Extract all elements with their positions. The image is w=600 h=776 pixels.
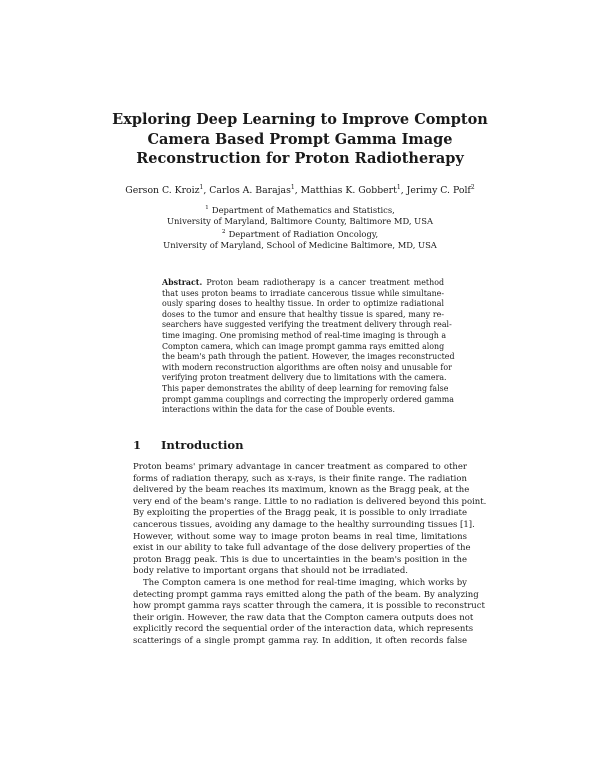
affiliation-line <box>90 227 510 240</box>
body-text-line: However, without some way to image proton beams in real time, limitations <box>133 531 467 542</box>
affiliation-mark: 1 <box>199 184 204 191</box>
author-list: Gerson C. Kroiz$^1$, Carlos A. Barajas$^1$, Matthias K. Gobbert$^1$, Jerimy C. Polf$^2$ <box>125 184 475 197</box>
title-line: Camera Based Prompt Gamma Image <box>147 130 453 148</box>
paper-title <box>110 110 490 169</box>
affiliation-mark: 1 <box>205 205 209 211</box>
abstract-line: Compton camera, which can image prompt gamma rays emitted along <box>162 341 445 351</box>
affiliation-mark: 1 <box>290 184 295 191</box>
body-text-line: very end of the beam's range. Little to no radiation is delivered beyond this point. <box>133 496 487 507</box>
author-name: Gerson C. Kroiz <box>125 185 200 197</box>
affiliation-line <box>90 203 510 216</box>
abstract-line: searchers have suggested verifying the treatment delivery through real- <box>162 320 452 330</box>
affiliation-mark: 2 <box>221 229 226 236</box>
author-name: Carlos A. Barajas <box>209 185 291 197</box>
affiliation-mark: 1 <box>396 184 401 191</box>
body-text-line: how prompt gamma rays scatter through the camera, it is possible to reconstruct <box>133 601 485 612</box>
section-heading-introduction <box>133 438 244 452</box>
abstract-label: Abstract. <box>162 278 203 287</box>
abstract-line <box>162 278 444 289</box>
affiliation-text: University of Maryland, Baltimore County, Baltimore MD, USA <box>166 216 434 226</box>
body-text-line: By exploiting the properties of the Bragg peak, it is possible to only irradiate <box>133 508 467 519</box>
body-text-line: cancerous tissues, avoiding any damage to the healthy surrounding tissues [1]. <box>133 519 475 530</box>
introduction-body <box>133 462 487 648</box>
body-text-line: exist in our ability to take full advantage of the dose delivery properties of the <box>133 543 471 554</box>
affiliation-text: Department of Mathematics and Statistics, <box>211 204 395 215</box>
body-text-line: scatterings of a single prompt gamma ray. In addition, it often records false <box>133 635 467 646</box>
abstract-line: verifying proton treatment delivery due to limitations with the camera. <box>162 373 447 383</box>
abstract-line: prompt gamma couplings and correcting the improperly ordered gamma <box>162 394 454 404</box>
body-text-line: forms of radiation therapy, such as x-rays, is their finite range. The radiation <box>133 473 467 484</box>
abstract-line: doses to the tumor and ensure that healthy tissue is spared, many re- <box>162 309 444 319</box>
body-text-line: their origin. However, the raw data that the Compton camera outputs does not <box>133 612 474 623</box>
abstract-line: that uses proton beams to irradiate cancerous tissue while simultane- <box>162 288 444 298</box>
body-text-line: explicitly record the sequential order of the interaction data, which represents <box>133 624 474 635</box>
abstract-line: ously sparing doses to healthy tissue. In order to optimize radiational <box>162 299 444 309</box>
abstract <box>162 278 455 416</box>
affiliation-line <box>90 240 510 251</box>
body-text-line: body relative to important organs that should not be irradiated. <box>133 566 408 577</box>
affiliation-text: Department of Radiation Oncology, <box>228 229 379 239</box>
abstract-line: This paper demonstrates the ability of deep learning for removing false <box>162 383 449 393</box>
body-text-line: proton Bragg peak. This is due to uncertainties in the beam's position in the <box>133 554 467 565</box>
author-name: Matthias K. Gobbert <box>300 185 397 197</box>
body-text-line: delivered by the beam reaches its maximum, known as the Bragg peak, at the <box>133 485 470 496</box>
affiliation-mark: 2 <box>470 184 475 191</box>
affiliation-text: University of Maryland, School of Medicine Baltimore, MD, USA <box>163 240 437 251</box>
body-text-line: Proton beams' primary advantage in cancer treatment as compared to other <box>133 462 467 472</box>
abstract-text: Proton beam radiotherapy is a cancer treatment method <box>202 278 444 287</box>
abstract-line: interactions within the data for the case of Double events. <box>162 405 396 415</box>
section-title: Introduction <box>161 438 244 452</box>
body-text-line: The Compton camera is one method for real-time imaging, which works by <box>143 577 467 588</box>
affiliation-line <box>90 216 510 227</box>
author-name: Jerimy C. Polf <box>406 185 471 197</box>
abstract-line: the beam's path through the patient. However, the images reconstructed <box>162 352 455 362</box>
title-line: Reconstruction for Proton Radiotherapy <box>136 150 464 167</box>
body-text-line: detecting prompt gamma rays emitted along the path of the beam. By analyzing <box>133 589 479 600</box>
affiliation-block <box>90 203 510 251</box>
abstract-line: time imaging. One promising method of real-time imaging is through a <box>162 330 447 340</box>
abstract-line: with modern reconstruction algorithms are often noisy and unusable for <box>162 362 452 372</box>
title-line: Exploring Deep Learning to Improve Compton <box>112 111 488 128</box>
section-number: 1 <box>133 438 142 452</box>
